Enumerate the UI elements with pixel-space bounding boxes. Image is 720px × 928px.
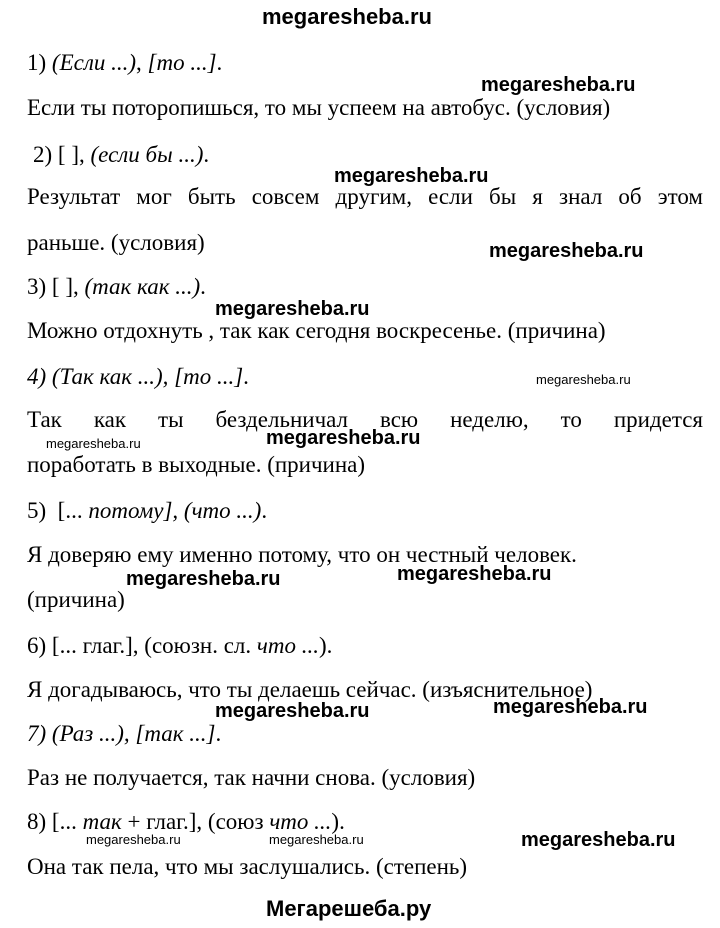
- scheme-number: 6): [27, 633, 47, 658]
- scheme-part: ).: [319, 633, 333, 658]
- scheme-part: [... глаг.], (союзн. сл.: [51, 633, 257, 658]
- scheme-part: [...: [57, 498, 89, 523]
- watermark: megaresheba.ru: [334, 165, 489, 187]
- scheme-7: [27, 720, 221, 748]
- scheme-3: [27, 273, 206, 301]
- scheme-part: [то ...]: [147, 50, 217, 75]
- watermark: megaresheba.ru: [126, 568, 281, 590]
- scheme-part: 7) (Раз ...), [так ...]: [27, 721, 216, 746]
- scheme-2: [33, 141, 209, 169]
- scheme-part: [ ],: [57, 142, 91, 167]
- scheme-part: (Если ...): [51, 50, 137, 75]
- scheme-number: 1): [27, 50, 47, 75]
- scheme-4: [27, 363, 249, 391]
- site-header: megaresheba.ru: [262, 4, 432, 29]
- scheme-part: + глаг.], (союз: [121, 809, 270, 834]
- sentence-3: Можно отдохнуть , так как сегодня воскресенье. (причина): [27, 318, 606, 343]
- scheme-number: 8): [27, 809, 47, 834]
- scheme-1: [27, 49, 222, 77]
- watermark: megaresheba.ru: [536, 372, 631, 387]
- scheme-part: (если бы ...): [90, 142, 204, 167]
- watermark: megaresheba.ru: [266, 427, 421, 449]
- sentence-5-line-2: (причина): [27, 587, 125, 612]
- watermark: megaresheba.ru: [86, 832, 181, 847]
- scheme-part: что ...: [269, 809, 332, 834]
- scheme-number: 3): [27, 274, 47, 299]
- scheme-part: .: [200, 274, 206, 299]
- watermark: megaresheba.ru: [481, 74, 636, 96]
- scheme-part: что ...: [256, 633, 320, 658]
- scheme-number: 2): [33, 142, 53, 167]
- watermark: megaresheba.ru: [493, 696, 648, 718]
- scheme-part: [ ],: [51, 274, 85, 299]
- sentence-4-line-1: Так как ты бездельничал всю неделю, то придется: [27, 407, 703, 432]
- watermark: megaresheba.ru: [269, 832, 364, 847]
- sentence-5-line-1: Я доверяю ему именно потому, что он честный человек.: [27, 542, 577, 567]
- scheme-part: [...: [51, 809, 83, 834]
- scheme-part: (так как ...): [84, 274, 201, 299]
- sentence-6: Я догадываюсь, что ты делаешь сейчас. (изъяснительное): [27, 677, 593, 702]
- scheme-part: потому], (что ...): [88, 498, 262, 523]
- scheme-part: ).: [331, 809, 345, 834]
- scheme-part: так: [82, 809, 122, 834]
- scheme-6: [27, 632, 332, 660]
- scheme-part: .: [243, 364, 249, 389]
- scheme-5: [27, 497, 267, 525]
- watermark: megaresheba.ru: [397, 563, 552, 585]
- scheme-part: .: [215, 721, 222, 746]
- sentence-8: Она так пела, что мы заслушались. (степень): [27, 854, 468, 879]
- watermark: megaresheba.ru: [489, 240, 644, 262]
- sentence-2-line-1: Результат мог быть совсем другим, если бы я знал об этом: [27, 184, 703, 209]
- site-footer: Мегарешеба.ру: [266, 896, 432, 921]
- scheme-number: 5): [27, 498, 47, 523]
- sentence-7: Раз не получается, так начни снова. (условия): [27, 765, 476, 790]
- sentence-2-line-2: раньше. (условия): [27, 230, 205, 255]
- watermark: megaresheba.ru: [215, 298, 370, 320]
- watermark: megaresheba.ru: [215, 700, 370, 722]
- watermark: megaresheba.ru: [521, 829, 676, 851]
- scheme-part: .: [216, 50, 223, 75]
- scheme-part: .: [203, 142, 210, 167]
- scheme-part: 4) (Так как ...), [то ...]: [27, 364, 244, 389]
- scheme-part: .: [261, 498, 268, 523]
- sentence-4-line-2: поработать в выходные. (причина): [27, 452, 366, 477]
- sentence-1: Если ты поторопишься, то мы успеем на автобус. (условия): [27, 95, 611, 120]
- scheme-part: ,: [136, 50, 148, 75]
- watermark: megaresheba.ru: [46, 436, 141, 451]
